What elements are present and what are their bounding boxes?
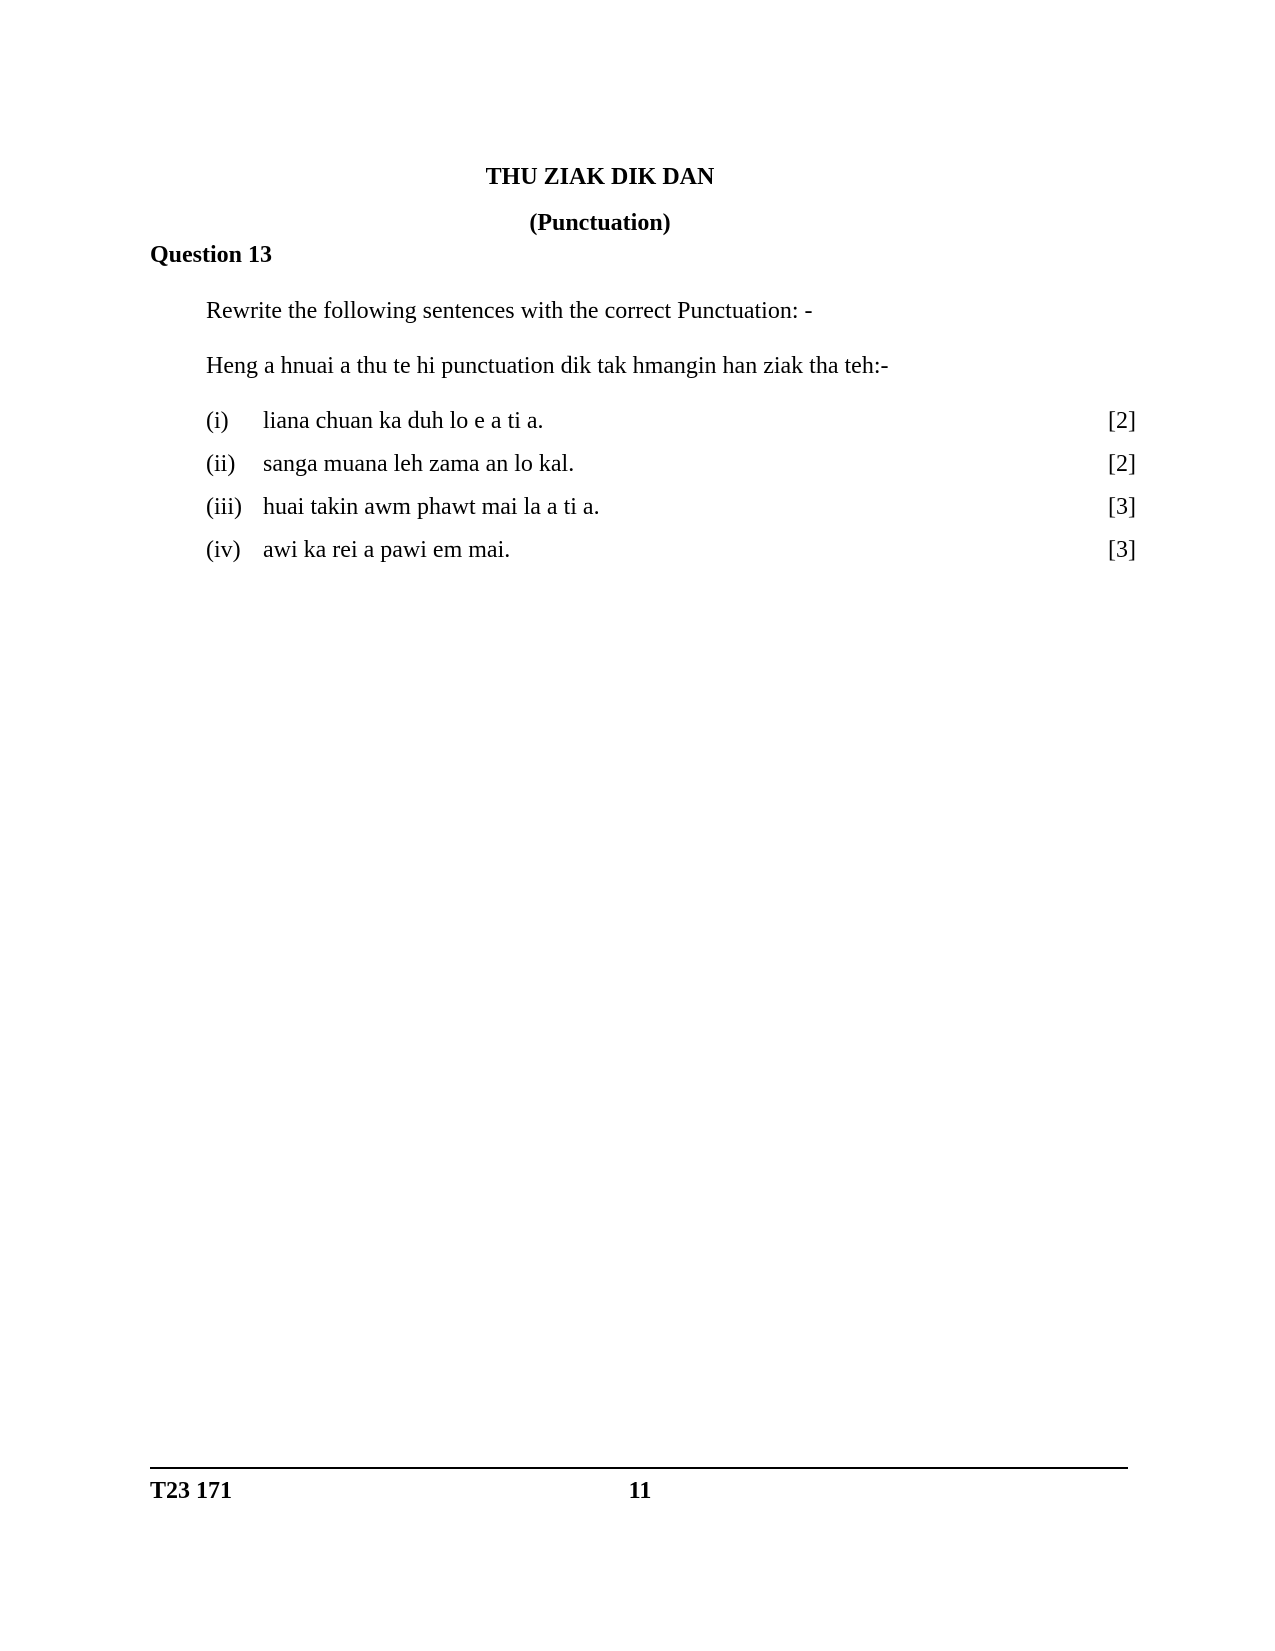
footer-divider (150, 1467, 1128, 1469)
instruction-mizo: Heng a hnuai a thu te hi punctuation dik tak hmangin han ziak tha teh:- (206, 353, 889, 379)
item-marks: [3] (1108, 494, 1136, 520)
item-number: (iii) (206, 494, 242, 520)
question-item (206, 406, 1136, 449)
question-items-list (206, 406, 1136, 578)
question-item (206, 492, 1136, 535)
item-number: (ii) (206, 451, 236, 477)
item-text: awi ka rei a pawi em mai. (263, 537, 511, 563)
question-item (206, 449, 1136, 492)
section-subtitle: (Punctuation) (529, 210, 671, 236)
page-number: 11 (628, 1478, 652, 1504)
instruction-english: Rewrite the following sentences with the correct Punctuation: - (206, 298, 813, 324)
item-number: (i) (206, 408, 229, 434)
item-text: huai takin awm phawt mai la a ti a. (263, 494, 600, 520)
item-text: sanga muana leh zama an lo kal. (263, 451, 575, 477)
item-text: liana chuan ka duh lo e a ti a. (263, 408, 544, 434)
item-marks: [2] (1108, 451, 1136, 477)
question-item (206, 535, 1136, 578)
paper-code: T23 171 (150, 1478, 233, 1504)
item-number: (iv) (206, 537, 241, 563)
section-title: THU ZIAK DIK DAN (485, 164, 715, 190)
question-label: Question 13 (150, 242, 273, 268)
item-marks: [3] (1108, 537, 1136, 563)
item-marks: [2] (1108, 408, 1136, 434)
